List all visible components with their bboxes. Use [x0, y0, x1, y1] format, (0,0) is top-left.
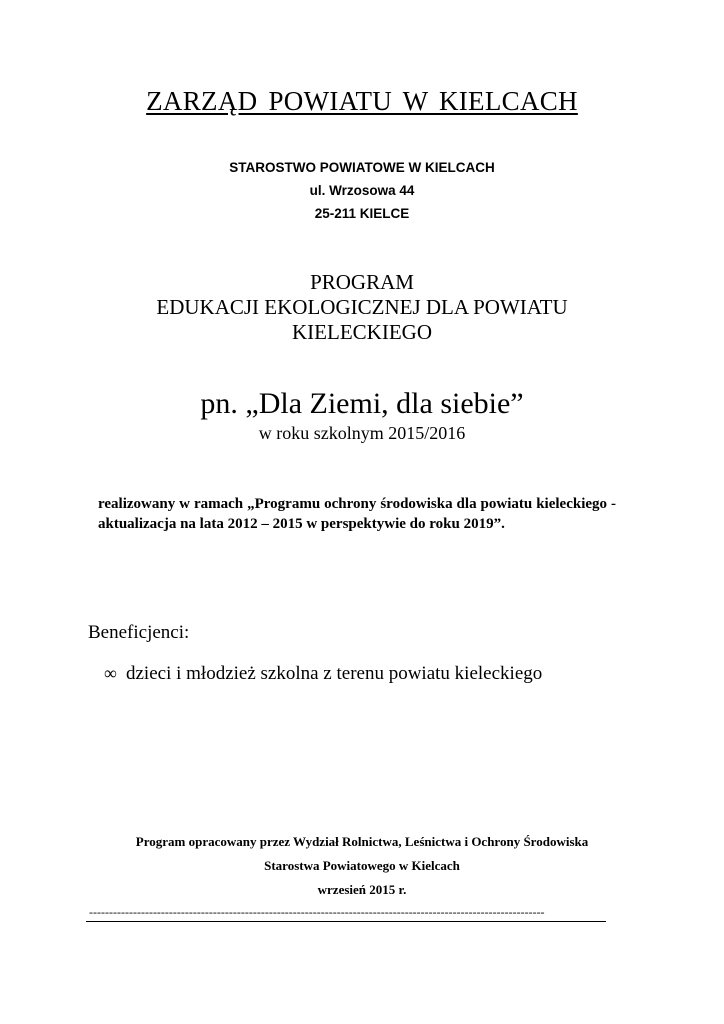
program-heading-line-2: EDUKACJI EKOLOGICZNEJ DLA POWIATU — [156, 295, 568, 319]
office-address-block — [0, 156, 724, 225]
dashed-divider: ------------------------------------------------------------------------------------------------------------------ — [89, 906, 545, 918]
program-heading-line-1: PROGRAM — [310, 270, 414, 294]
beneficiaries-list — [104, 663, 542, 685]
footer-block — [0, 830, 724, 902]
footer-prepared-by: Program opracowany przez Wydział Rolnictwa, Leśnictwa i Ochrony Środowiska — [135, 834, 589, 849]
list-item — [104, 663, 542, 685]
office-postal: 25-211 KIELCE — [314, 206, 410, 221]
beneficiaries-label: Beneficjenci: — [88, 622, 190, 643]
office-street: ul. Wrzosowa 44 — [309, 183, 415, 198]
program-heading — [0, 270, 724, 345]
program-name: pn. „Dla Ziemi, dla siebie” — [200, 387, 524, 420]
main-title: ZARZĄD POWIATU W KIELCACH — [146, 86, 578, 116]
beneficiary-text: dzieci i młodzież szkolna z terenu powiatu kieleckiego — [126, 663, 543, 684]
divider-line — [86, 921, 606, 922]
office-name: STAROSTWO POWIATOWE W KIELCACH — [229, 160, 495, 175]
program-heading-line-3: KIELECKIEGO — [292, 320, 432, 344]
school-year: w roku szkolnym 2015/2016 — [258, 423, 466, 443]
realized-paragraph: realizowany w ramach „Programu ochrony środowiska dla powiatu kieleckiego - aktualizacja na lata 2012 – 2015 w perspektywie do roku 2019”. — [98, 496, 616, 532]
program-name-block — [0, 386, 724, 444]
infinity-bullet-icon: ∞ — [104, 663, 117, 683]
footer-date: wrzesień 2015 r. — [317, 882, 407, 897]
footer-office: Starostwa Powiatowego w Kielcach — [264, 858, 460, 873]
